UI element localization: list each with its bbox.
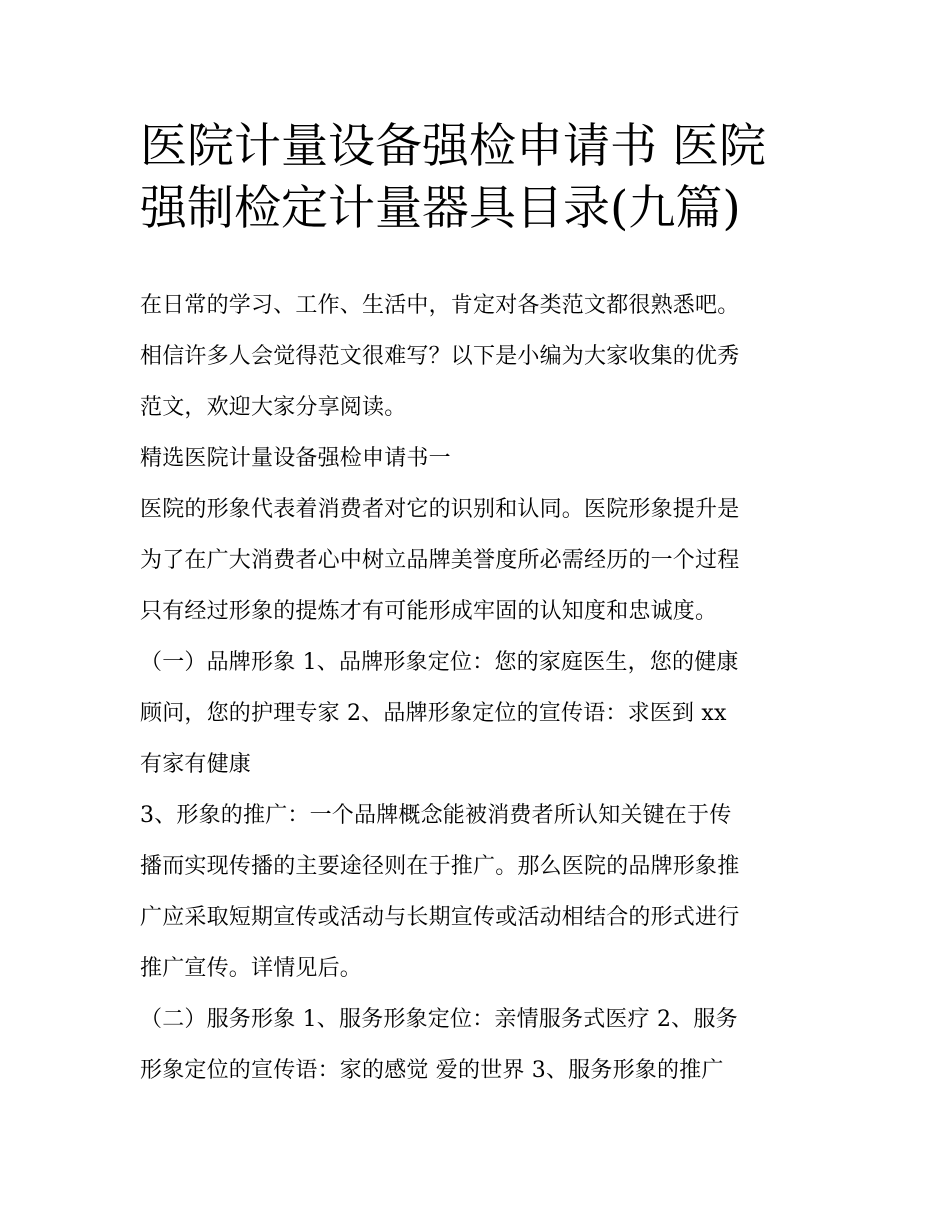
text-line: 范文，欢迎大家分享阅读。: [140, 395, 407, 420]
text-line: 医院的形象代表着消费者对它的识别和认同。医院形象提升是: [140, 497, 740, 522]
document-title: [140, 116, 820, 240]
text-line: 为了在广大消费者心中树立品牌美誉度所必需经历的一个过程: [140, 548, 740, 573]
text-line: 播而实现传播的主要途径则在于推广。那么医院的品牌形象推: [140, 854, 740, 879]
title-line: 强制检定计量器具目录(九篇): [140, 181, 741, 236]
text-line: 形象定位的宣传语：家的感觉 爱的世界 3、服务形象的推广: [140, 1058, 724, 1083]
text-line: 推广宣传。详情见后。: [140, 956, 363, 981]
text-line: 广应采取短期宣传或活动与长期宣传或活动相结合的形式进行: [140, 905, 740, 930]
paragraph-image: [140, 484, 820, 637]
text-line: 精选医院计量设备强检申请书一: [140, 446, 451, 471]
text-line: 顾问，您的护理专家 2、品牌形象定位的宣传语：求医到 xx: [140, 701, 727, 726]
paragraph-service-image: [140, 994, 820, 1096]
paragraph-brand-image: [140, 637, 820, 790]
paragraph-intro: [140, 280, 820, 433]
section-heading: [140, 433, 820, 484]
text-line: （二）服务形象 1、服务形象定位：亲情服务式医疗 2、服务: [140, 1007, 738, 1032]
title-line: 医院计量设备强检申请书 医院: [140, 119, 766, 174]
text-line: 有家有健康: [140, 752, 252, 777]
document-body: [140, 280, 820, 1096]
paragraph-promotion: [140, 790, 820, 994]
text-line: 相信许多人会觉得范文很难写？以下是小编为大家收集的优秀: [140, 344, 740, 369]
text-line: 3、形象的推广：一个品牌概念能被消费者所认知关键在于传: [140, 803, 732, 828]
text-line: （一）品牌形象 1、品牌形象定位：您的家庭医生，您的健康: [140, 650, 739, 675]
text-line: 只有经过形象的提炼才有可能形成牢固的认知度和忠诚度。: [140, 599, 718, 624]
text-line: 在日常的学习、工作、生活中，肯定对各类范文都很熟悉吧。: [140, 293, 740, 318]
